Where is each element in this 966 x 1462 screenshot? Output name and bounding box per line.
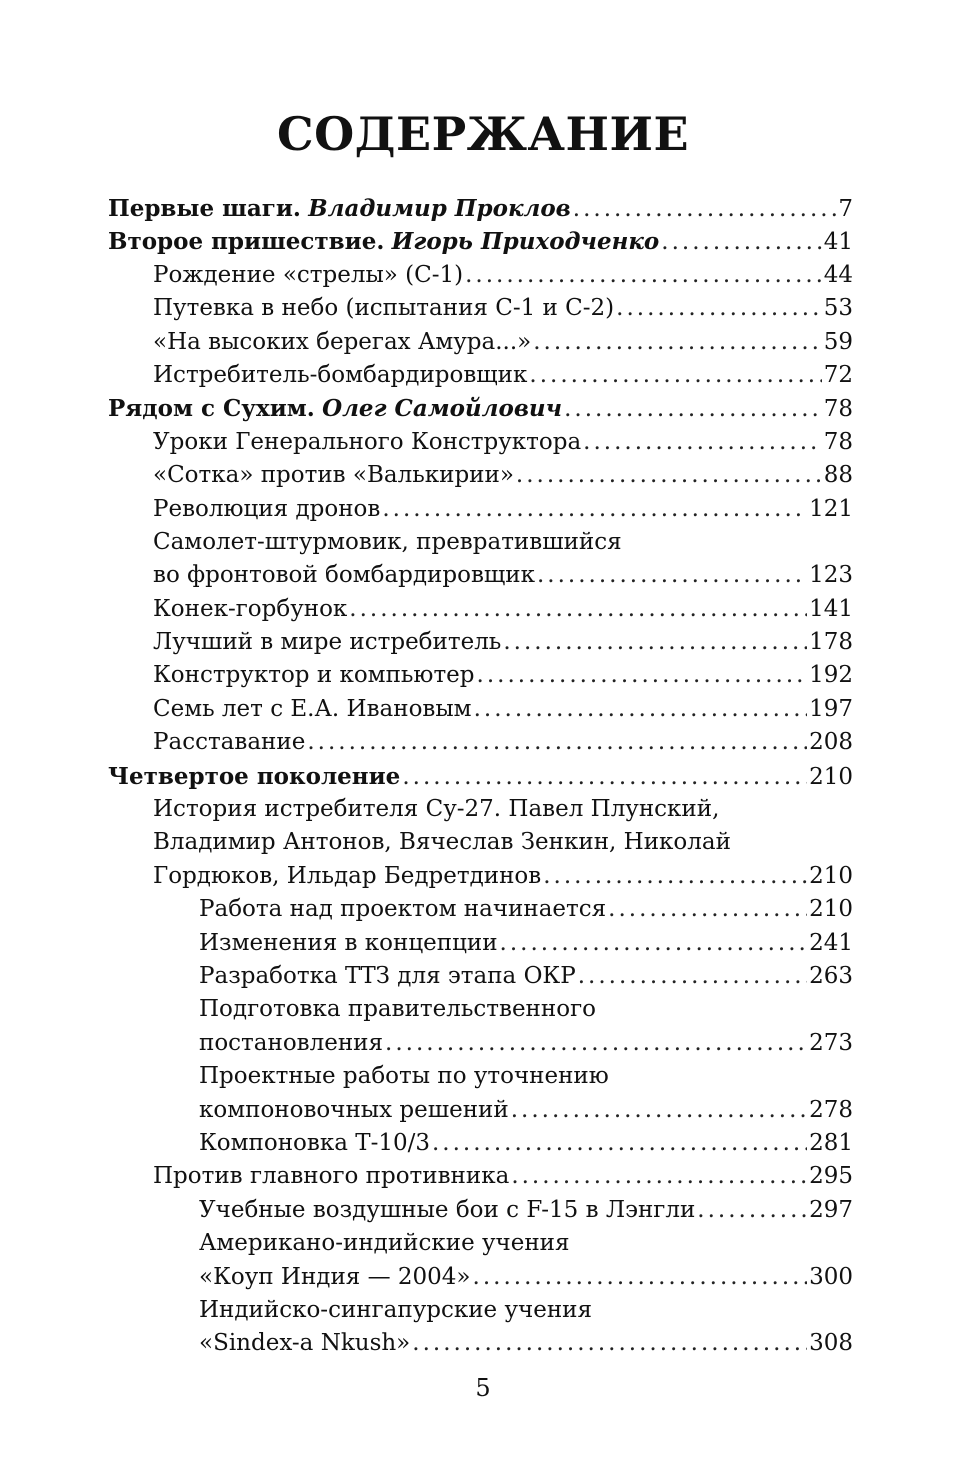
toc-entry	[108, 426, 853, 459]
toc-entry-title	[199, 1294, 592, 1327]
toc-entry	[108, 392, 853, 425]
toc-entry	[108, 1094, 853, 1127]
toc-entry	[108, 1261, 853, 1294]
toc-entry-title	[153, 459, 514, 492]
toc-entry-title-text: Владимир Антонов, Вячеслав Зенкин, Николай	[153, 829, 731, 856]
toc-entry-title	[153, 693, 472, 726]
toc-entry-title	[108, 760, 400, 794]
toc-entry-page: 263	[809, 962, 853, 989]
toc-entry-title-text: Индийско-сингапурские учения	[199, 1296, 592, 1323]
dot-leader	[477, 659, 808, 692]
dot-leader	[661, 226, 821, 259]
dot-leader	[616, 292, 822, 325]
toc-entry-page: 141	[809, 595, 853, 622]
toc-entry-page: 197	[809, 695, 853, 722]
dot-leader	[578, 960, 807, 993]
toc-entry	[108, 559, 853, 592]
toc-entry-title-text: Гордюков, Ильдар Бедретдинов	[153, 862, 542, 889]
toc-entry-page: 53	[823, 295, 853, 322]
dot-leader	[474, 693, 808, 726]
dot-leader	[307, 726, 807, 759]
toc-entry-title	[153, 559, 535, 592]
toc-entry-title	[153, 259, 463, 292]
toc-entry-title-text: Американо-индийские учения	[199, 1230, 570, 1257]
toc-entry-title	[153, 659, 475, 692]
toc-entry-page: 241	[809, 929, 853, 956]
toc-entry-title-text: Второе пришествие.	[108, 228, 385, 256]
toc-entry	[108, 760, 853, 793]
toc-entry-title-text: Путевка в небо (испытания С-1 и С-2)	[153, 295, 615, 322]
toc-entry-page: 88	[823, 462, 853, 489]
toc-entry-title-text: Расставание	[153, 729, 306, 756]
dot-leader	[412, 1327, 807, 1360]
dot-leader	[432, 1127, 807, 1160]
toc-entry-title-text: Революция дронов	[153, 495, 381, 522]
toc-entry	[108, 893, 853, 926]
dot-leader	[465, 259, 822, 292]
toc-entry-title-text: Лучший в мире истребитель	[153, 629, 502, 656]
toc-entry	[108, 693, 853, 726]
toc-entry	[108, 359, 853, 392]
toc-entry-title	[199, 927, 498, 960]
toc-entry-page: 121	[809, 495, 853, 522]
toc-entry-title	[199, 1227, 570, 1260]
toc-entry-title	[108, 225, 659, 259]
toc-entry-title-text: Разработка ТТЗ для этапа ОКР	[199, 962, 576, 989]
toc-entry	[108, 1060, 853, 1093]
toc-entry-page: 208	[809, 729, 853, 756]
dot-leader	[537, 559, 807, 592]
toc-entry-title-text: Работа над проектом начинается	[199, 896, 607, 923]
toc-entry-title-text: Самолет-штурмовик, превратившийся	[153, 528, 622, 555]
toc-entry-title	[153, 593, 347, 626]
dot-leader	[473, 1261, 808, 1294]
toc-entry-author: Владимир Проклов	[308, 195, 571, 222]
toc-entry	[108, 526, 853, 559]
toc-entry	[108, 1027, 853, 1060]
toc-entry-title-text: Учебные воздушные бои с F-15 в Лэнгли	[199, 1196, 696, 1223]
dot-leader	[500, 927, 808, 960]
toc-entry-page: 72	[823, 361, 853, 388]
toc-entry-title	[199, 1127, 430, 1160]
toc-entry	[108, 259, 853, 292]
toc-entry-title-text: «На высоких берегах Амура...»	[153, 328, 532, 355]
toc-entry-page: 210	[809, 896, 853, 923]
dot-leader	[564, 393, 822, 426]
toc-entry	[108, 459, 853, 492]
toc-entry-title	[153, 493, 380, 526]
toc-entry-page: 300	[809, 1263, 853, 1290]
toc-entry-page: 59	[823, 328, 853, 355]
page-number: 5	[475, 1374, 491, 1402]
dot-leader	[583, 426, 822, 459]
toc-entry	[108, 326, 853, 359]
toc-entry-title-text: постановления	[199, 1029, 384, 1056]
toc-entry-title	[108, 392, 562, 426]
toc-entry-title-text: Компоновка Т-10/3	[199, 1129, 430, 1156]
dot-leader	[529, 359, 821, 392]
toc-entry-title-text: Первые шаги.	[108, 195, 301, 222]
toc-entry-page: 7	[838, 196, 853, 222]
toc-entry-title	[153, 292, 614, 325]
toc-entry-title-text: во фронтовой бомбардировщик	[153, 562, 535, 589]
toc-entry	[108, 192, 853, 225]
toc-entry-title-text: История истребителя Су-27. Павел Плунский,	[153, 796, 720, 823]
dot-leader	[533, 326, 821, 359]
toc-entry	[108, 960, 853, 993]
toc-entry	[108, 225, 853, 258]
toc-entry	[108, 1227, 853, 1260]
dot-leader	[349, 593, 807, 626]
toc-entry	[108, 292, 853, 325]
toc-entry-title	[199, 1094, 509, 1127]
toc-entry-title	[153, 626, 501, 659]
toc-entry-author: Олег Самойлович	[322, 395, 563, 423]
toc-entry-title	[153, 426, 581, 459]
dot-leader	[516, 459, 822, 492]
dot-leader	[385, 1027, 807, 1060]
toc-entry-page: 123	[809, 562, 853, 589]
dot-leader	[511, 1094, 807, 1127]
toc-entry-title-text: Конструктор и компьютер	[153, 662, 475, 689]
toc-entry-title-text: «Сотка» против «Валькирии»	[153, 462, 514, 489]
toc-entry-page: 273	[809, 1029, 853, 1056]
dot-leader	[608, 893, 807, 926]
toc-entry	[108, 593, 853, 626]
toc-entry-page: 308	[809, 1330, 853, 1357]
toc-entry-title-text: Истребитель-бомбардировщик	[153, 361, 528, 388]
dot-leader	[382, 493, 807, 526]
dot-leader	[573, 193, 837, 226]
dot-leader	[697, 1194, 807, 1227]
dot-leader	[511, 1160, 807, 1193]
toc-entry-title	[199, 1060, 609, 1093]
toc-entry-title	[199, 1027, 383, 1060]
toc-entry-title	[153, 326, 531, 359]
toc-entry-page: 178	[809, 629, 853, 656]
toc-entry-title-text: компоновочных решений	[199, 1096, 509, 1123]
toc-entry-page: 41	[823, 229, 853, 256]
toc-entry-page: 44	[823, 261, 853, 288]
toc-entry-page: 295	[809, 1163, 853, 1190]
toc-entry-title-text: Уроки Генерального Конструктора	[153, 428, 582, 455]
toc-entry-page: 210	[809, 862, 853, 889]
toc-entry	[108, 1127, 853, 1160]
toc-entry-title	[153, 826, 731, 859]
toc-entry-title-text: «Коуп Индия — 2004»	[199, 1263, 471, 1290]
toc-entry-page: 210	[809, 763, 853, 790]
toc-entry-title	[199, 960, 576, 993]
toc-entry	[108, 626, 853, 659]
page-title: СОДЕРЖАНИЕ	[276, 107, 690, 161]
toc-entry-page: 192	[809, 662, 853, 689]
toc-entry	[108, 659, 853, 692]
toc-entry	[108, 860, 853, 893]
toc-entry	[108, 493, 853, 526]
toc-entry	[108, 793, 853, 826]
toc-entry	[108, 1327, 853, 1360]
toc-entry-author: Игорь Приходченко	[391, 228, 660, 256]
toc-entry-title	[153, 359, 527, 392]
toc-entry-title	[199, 1327, 410, 1360]
toc-entry-title-text: Изменения в концепции	[199, 929, 498, 956]
toc-entry	[108, 726, 853, 759]
toc-entry-title-text: «Sindex-a Nkush»	[199, 1330, 411, 1357]
toc-entry	[108, 993, 853, 1026]
toc-entry-title	[199, 893, 606, 926]
dot-leader	[402, 761, 807, 794]
toc-entry-title-text: Подготовка правительственного	[199, 996, 596, 1023]
toc-entry-title-text: Рядом с Сухим.	[108, 395, 315, 423]
toc-entry-page: 278	[809, 1096, 853, 1123]
toc-entry	[108, 927, 853, 960]
toc-entry-title-text: Проектные работы по уточнению	[199, 1063, 609, 1090]
toc-entry-title	[153, 1160, 509, 1193]
toc-entry-page: 78	[823, 396, 853, 423]
toc-entry-page: 78	[823, 428, 853, 455]
toc-entry-title	[199, 993, 596, 1026]
toc-entry-title	[153, 793, 719, 826]
toc-entry-title	[153, 860, 541, 893]
toc-entry-title-text: Конек-горбунок	[153, 595, 348, 622]
toc-entry	[108, 1160, 853, 1193]
toc-entry-page: 297	[809, 1196, 853, 1223]
toc-entry-title	[153, 526, 622, 559]
toc-entry	[108, 1294, 853, 1327]
table-of-contents	[108, 192, 853, 1361]
toc-entry-title	[108, 192, 571, 226]
toc-entry-title	[199, 1194, 695, 1227]
toc-entry	[108, 826, 853, 859]
toc-entry-title-text: Против главного противника	[153, 1163, 510, 1190]
toc-entry-title-text: Рождение «стрелы» (С-1)	[153, 261, 464, 288]
dot-leader	[543, 860, 807, 893]
toc-entry-title-text: Семь лет с Е.А. Ивановым	[153, 695, 472, 722]
toc-entry-title-text: Четвертое поколение	[108, 762, 401, 790]
toc-entry-page: 281	[809, 1129, 853, 1156]
toc-entry-title	[153, 726, 305, 759]
dot-leader	[503, 626, 807, 659]
toc-entry-title	[199, 1261, 471, 1294]
toc-entry	[108, 1194, 853, 1227]
